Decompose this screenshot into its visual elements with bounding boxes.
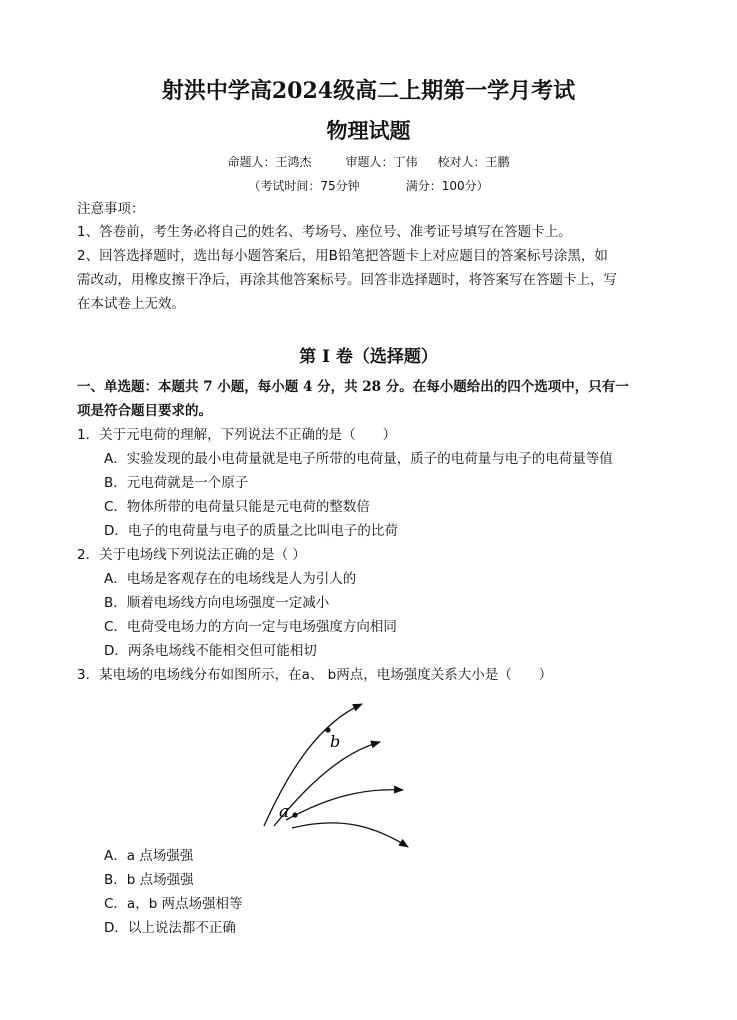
q2-option-b: B．顺着电场线方向电场强度一定减小 <box>104 595 330 611</box>
exam-title: 射洪中学高2024级高二上期第一学月考试 <box>161 78 576 104</box>
staff-line <box>0 156 737 168</box>
notice-item-2-line-1: 2、回答选择题时，选出每小题答案后，用B铅笔把答题卡上对应题目的答案标号涂黑，如 <box>77 248 608 264</box>
point-b-label: b <box>330 732 341 751</box>
point-a-dot <box>292 812 297 817</box>
q3-option-a: A．a 点场强强 <box>104 848 194 864</box>
field-line-4 <box>292 823 408 847</box>
notice-heading: 注意事项： <box>77 201 145 217</box>
proofreader: 校对人：王鹏 <box>437 155 510 169</box>
reviewer: 审题人：丁伟 <box>345 155 418 169</box>
setter: 命题人：王鸿杰 <box>227 155 312 169</box>
electric-field-lines-figure <box>250 698 420 854</box>
section-instructions-line-1: 一、单选题：本题共 7 小题，每小题 4 分，共 28 分。在每小题给出的四个选项中，只有一 <box>77 379 629 395</box>
q1-option-c: C．物体所带的电荷量只能是元电荷的整数倍 <box>104 499 370 515</box>
section-instructions-line-2: 项是符合题目要求的。 <box>77 403 212 419</box>
q3-option-d: D．以上说法都不正确 <box>104 920 236 936</box>
q2-option-c: C．电荷受电场力的方向一定与电场强度方向相同 <box>104 619 397 635</box>
full-score: 满分：100分） <box>405 179 489 193</box>
exam-subject: 物理试题 <box>326 118 411 143</box>
point-a-label: a <box>279 802 290 822</box>
q1-option-a: A．实验发现的最小电荷量就是电子所带的电荷量，质子的电荷量与电子的电荷量等值 <box>104 451 613 467</box>
exam-time: （考试时间：75分钟 <box>248 179 360 193</box>
exam-time-line <box>0 180 737 192</box>
section-title: 第 I 卷（选择题） <box>299 347 438 367</box>
q2-option-d: D．两条电场线不能相交但可能相切 <box>104 643 317 659</box>
q3-option-b: B．b 点场强强 <box>104 872 194 888</box>
q3-stem: 3．某电场的电场线分布如图所示，在a、 b两点，电场强度关系大小是（ ） <box>77 667 553 683</box>
q3-option-c: C．a，b 两点场强相等 <box>104 896 243 912</box>
notice-item-1: 1、答卷前，考生务必将自己的姓名、考场号、座位号、准考证号填写在答题卡上。 <box>77 224 572 240</box>
notice-item-2-line-2: 需改动，用橡皮擦干净后，再涂其他答案标号。回答非选择题时，将答案写在答题卡上，写 <box>77 272 617 288</box>
field-line-2 <box>274 742 380 826</box>
q1-stem: 1．关于元电荷的理解，下列说法不正确的是（ ） <box>77 427 397 443</box>
q2-stem: 2．关于电场线下列说法正确的是（ ） <box>77 547 306 563</box>
q1-option-b: B．元电荷就是一个原子 <box>104 475 249 491</box>
notice-item-2-line-3: 在本试卷上无效。 <box>77 296 185 312</box>
q1-option-d: D．电子的电荷量与电子的质量之比叫电子的比荷 <box>104 523 398 539</box>
field-line-3 <box>286 790 403 820</box>
q2-option-a: A．电场是客观存在的电场线是人为引人的 <box>104 571 357 587</box>
